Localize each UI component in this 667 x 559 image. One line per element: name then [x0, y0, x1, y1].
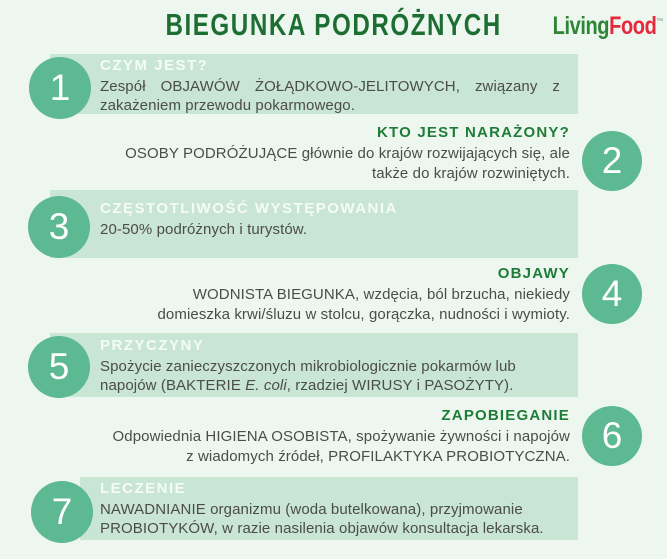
section-6-number: 6 — [601, 415, 623, 456]
section-2-body-line: OSOBY PODRÓŻUJĄCE głównie do krajów rozwijających się, ale — [125, 145, 570, 162]
section-4-number: 4 — [601, 273, 623, 314]
section-2-number-badge — [582, 131, 642, 191]
section-7-body-line: PROBIOTYKÓW, w razie nasilenia objawów konsultacja lekarska. — [100, 520, 544, 537]
section-3-number: 3 — [48, 206, 70, 247]
section-1-number-badge — [29, 57, 91, 119]
section-6-number-badge — [582, 406, 642, 466]
section-2-number: 2 — [601, 140, 623, 181]
section-1-body-line: Zespół OBJAWÓW ŻOŁĄDKOWO-JELITOWYCH, związany z — [100, 78, 560, 95]
section-7-number-badge — [31, 481, 93, 543]
section-3-body-line: 20-50% podróżnych i turystów. — [100, 221, 308, 238]
section-1-body-line: zakażeniem przewodu pokarmowego. — [100, 97, 355, 114]
section-4-body-line: WODNISTA BIEGUNKA, wzdęcia, ból brzucha, niekiedy — [192, 286, 570, 303]
section-4-body-line: domieszka krwi/śluzu w stolcu, gorączka, nudności i wymioty. — [157, 305, 570, 323]
section-5-bar — [50, 333, 578, 397]
brand-logo — [525, 12, 663, 41]
section-2-body-line: także do krajów rozwiniętych. — [372, 164, 570, 182]
section-5-body-line — [100, 376, 578, 395]
trademark-symbol: ™ — [656, 16, 663, 27]
section-6-header: ZAPOBIEGANIE — [441, 407, 570, 424]
section-4-header: OBJAWY — [497, 265, 570, 282]
section-2-header: KTO JEST NARAŻONY? — [376, 124, 570, 141]
section-5-body-line: Spożycie zanieczyszczonych mikrobiologicznie pokarmów lub — [100, 358, 516, 375]
section-1-header: CZYM JEST? — [100, 57, 209, 74]
section-1-number: 1 — [49, 67, 71, 108]
section-6-body-line: Odpowiednia HIGIENA OSOBISTA, spożywanie żywności i napojów — [112, 428, 570, 445]
section-4-block — [90, 265, 570, 324]
logo-food-text: Food — [608, 12, 657, 40]
section-7-number: 7 — [51, 491, 73, 532]
section-3-number-badge — [28, 196, 90, 258]
section-7-bar — [80, 477, 578, 540]
section-2-block — [90, 124, 570, 183]
section-6-body-line: z wiadomych źródeł, PROFILAKTYKA PROBIOTYCZNA. — [186, 447, 570, 465]
section-7-body-line: NAWADNIANIE organizmu (woda butelkowana), przyjmowanie — [100, 501, 523, 518]
section-5-body-pre: napojów (BAKTERIE — [100, 377, 246, 394]
section-6-block — [90, 407, 570, 466]
section-5-number-badge — [28, 336, 90, 398]
section-3-header: CZĘSTOTLIWOŚĆ WYSTĘPOWANIA — [100, 200, 398, 217]
section-1-bar — [50, 54, 578, 114]
logo-living-text: Living — [552, 12, 609, 40]
page-title-text: BIEGUNKA PODRÓŻNYCH — [165, 7, 502, 42]
section-5-number: 5 — [48, 346, 70, 387]
section-3-bar — [50, 190, 578, 258]
section-5-body-post: , rzadziej WIRUSY i PASOŻYTY). — [286, 377, 514, 394]
section-5-body-italic: E. coli — [245, 377, 287, 394]
section-7-header: LECZENIE — [100, 480, 187, 497]
section-5-header: PRZYCZYNY — [100, 337, 205, 354]
section-4-number-badge — [582, 264, 642, 324]
